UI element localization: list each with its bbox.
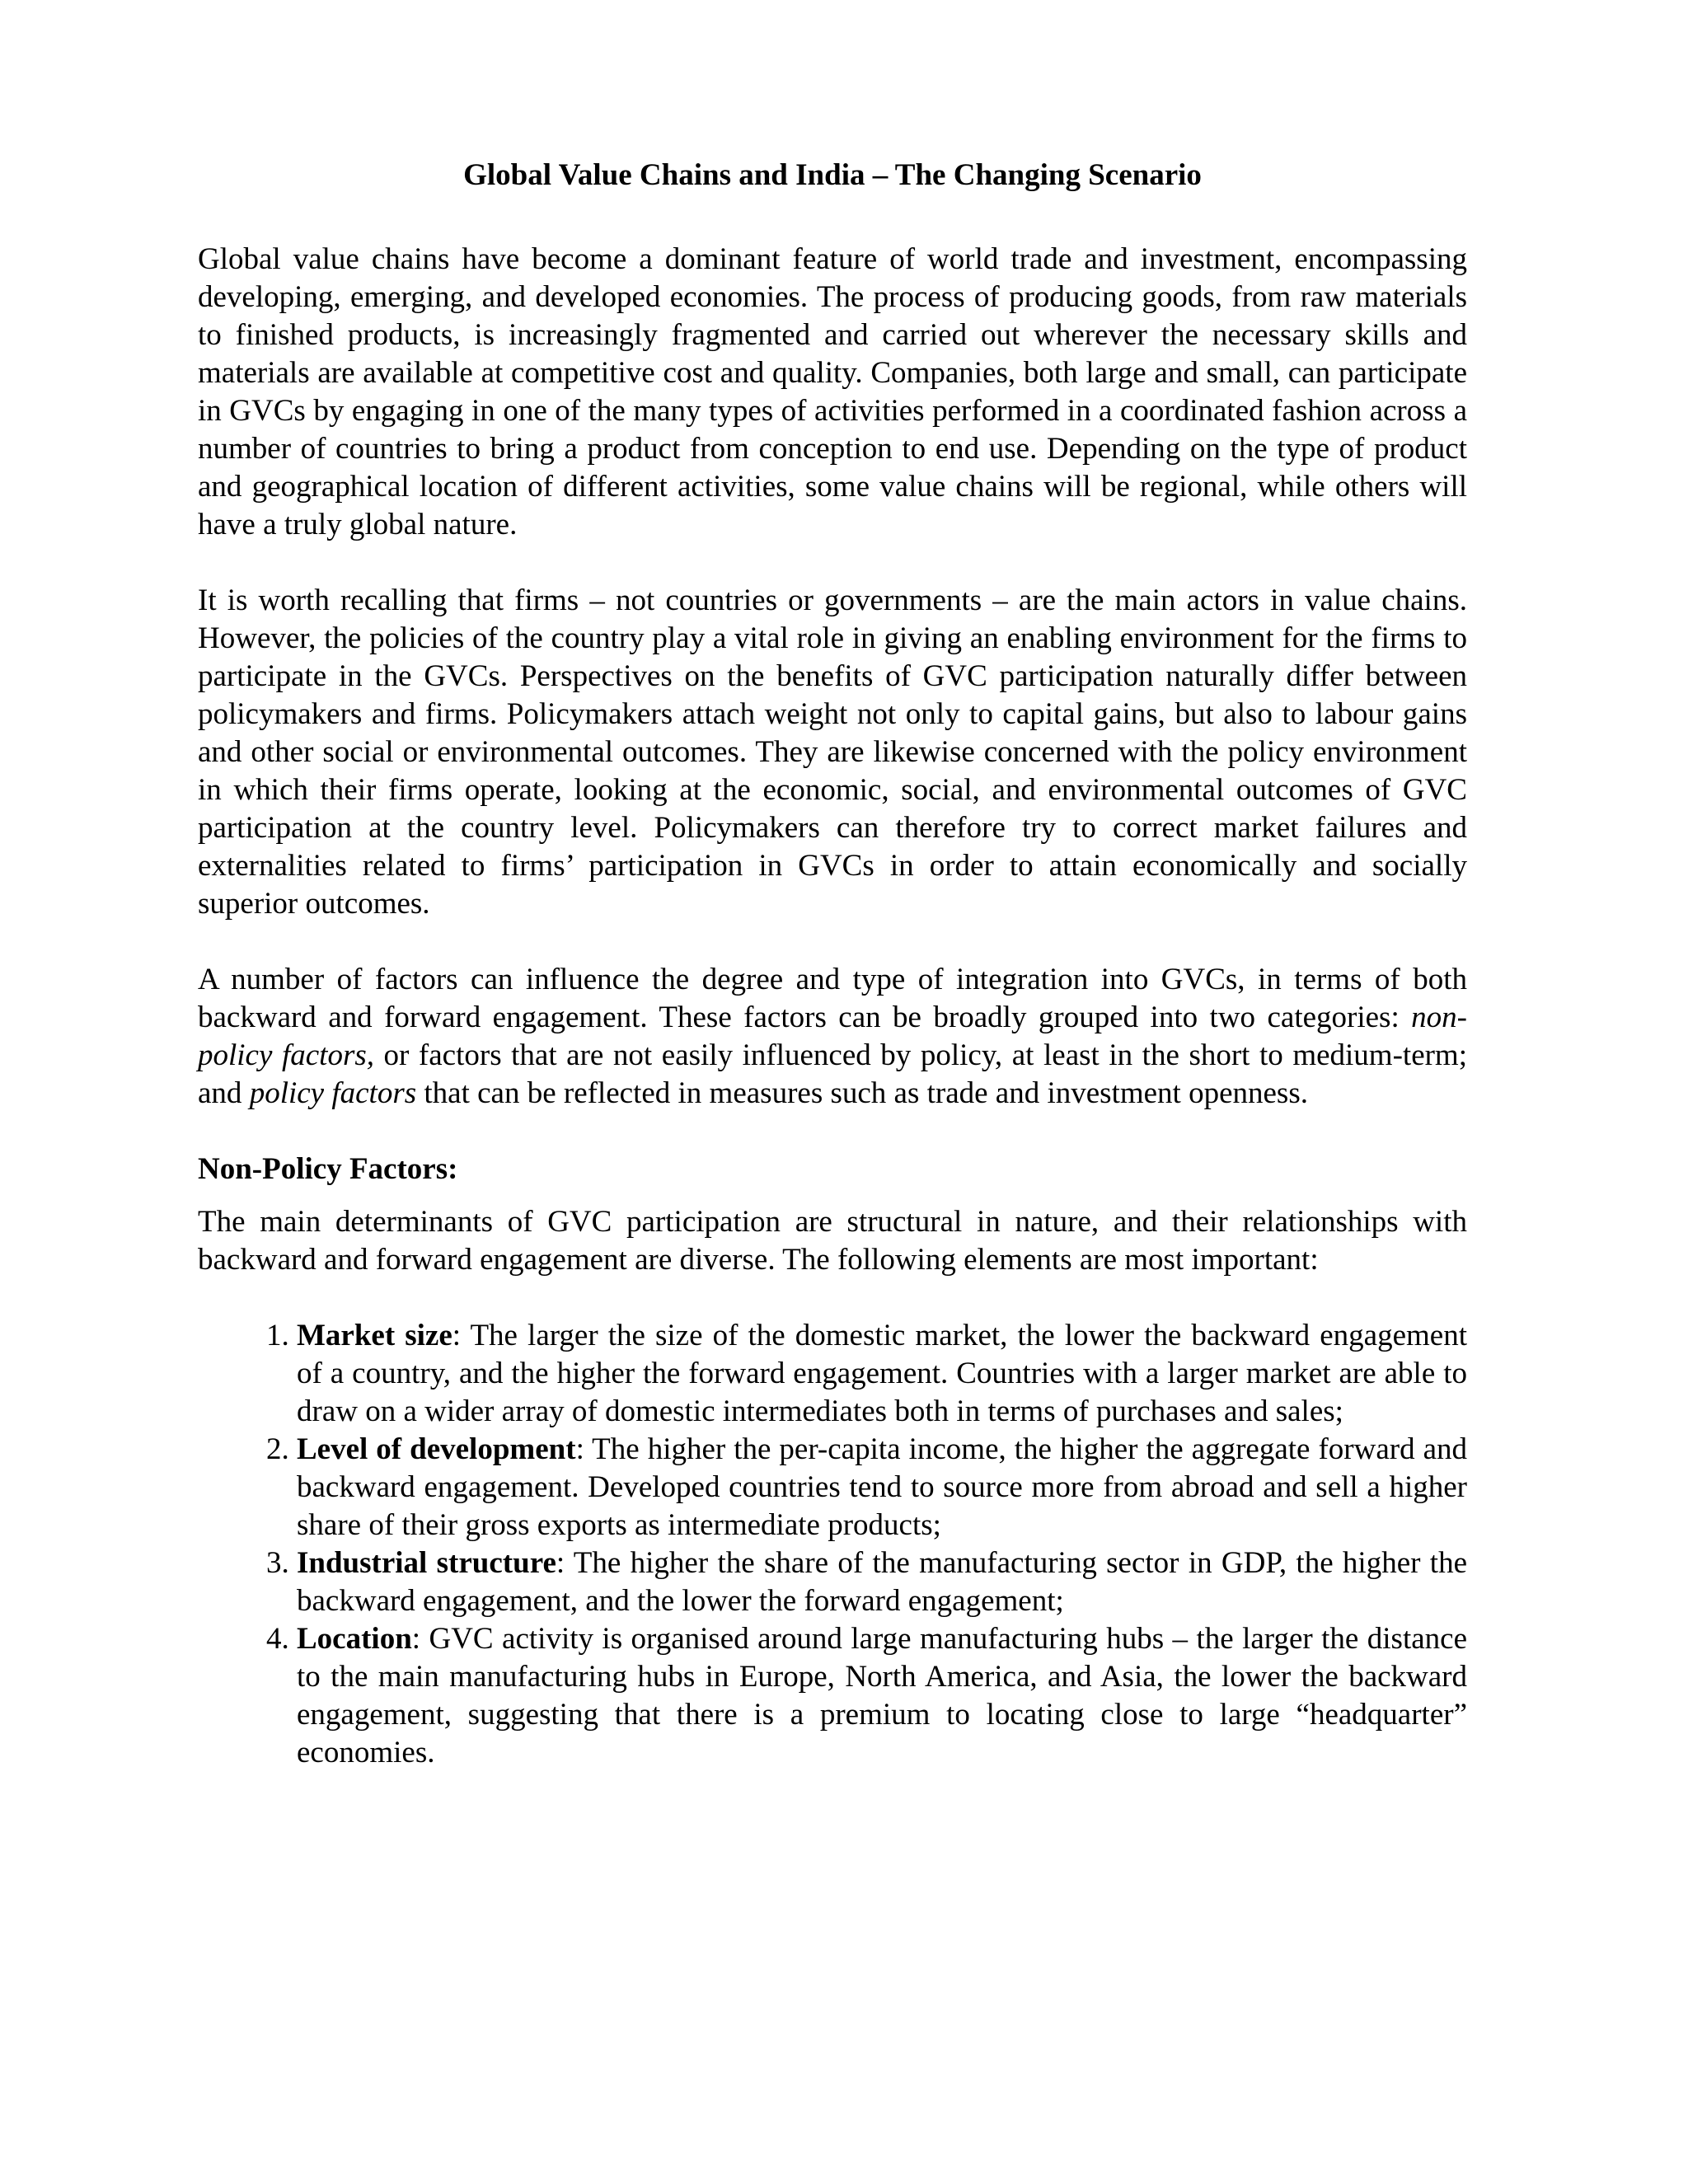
list-item-industrial-structure (297, 1544, 1467, 1620)
paragraph-factors-text-1: A number of factors can influence the degree and type of integration into GVCs, in terms of both backward and forward engagement. These factors can be broadly grouped into two categories: (198, 963, 1467, 1034)
paragraph-intro: Global value chains have become a dominant feature of world trade and investment, encompassing developing, emerging, and developed economies. The process of producing goods, from raw materials to finished products, is increasingly fragmented and carried out wherever the necessary skills and materials are available at competitive cost and quality. Companies, both large and small, can participate in GVCs by engaging in one of the many types of activities performed in a coordinated fashion across a number of countries to bring a product from conception to end use. Depending on the type of product and geographical location of different activities, some value chains will be regional, while others will have a truly global nature. (198, 242, 1467, 541)
list-item-text: : The larger the size of the domestic market, the lower the backward engagement of a country, and the higher the forward engagement. Countries with a larger market are able to draw on a wider array of domestic intermediates both in terms of purchases and sales; (297, 1319, 1467, 1428)
list-item-text: : GVC activity is organised around large manufacturing hubs – the larger the distance to the main manufacturing hubs in Europe, North America, and Asia, the lower the backward engagement, suggesting that there is a premium to locating close to large “headquarter” economies. (297, 1622, 1467, 1769)
policy-factors-term: policy factors (249, 1076, 417, 1110)
list-item-term: Level of development (297, 1432, 576, 1466)
section-intro: The main determinants of GVC participation are structural in nature, and their relationships with backward and forward engagement are diverse. The following elements are most important: (198, 1205, 1467, 1277)
document-title: Global Value Chains and India – The Changing Scenario (463, 158, 1202, 192)
list-item-text: : The higher the per-capita income, the higher the aggregate forward and backward engagement. Developed countries tend to source more from abroad and sell a higher share of their gross exports as intermediate products; (297, 1432, 1468, 1542)
factor-list (198, 1317, 1467, 1772)
paragraph-firms-policies: It is worth recalling that firms – not countries or governments – are the main actors in value chains. However, the policies of the country play a vital role in giving an enabling environment for the firms to participate in the GVCs. Perspectives on the benefits of GVC participation naturally differ between policymakers and firms. Policymakers attach weight not only to capital gains, but also to labour gains and other social or environmental outcomes. They are likewise concerned with the policy environment in which their firms operate, looking at the economic, social, and environmental outcomes of GVC participation at the country level. Policymakers can therefore try to correct market failures and externalities related to firms’ participation in GVCs in order to attain economically and socially superior outcomes. (198, 583, 1467, 921)
non-policy-factors-term: non-policy factors, (198, 1001, 1467, 1072)
list-item-term: Industrial structure (297, 1546, 556, 1580)
paragraph-factors (198, 961, 1467, 1113)
list-item-location (297, 1620, 1467, 1772)
section-heading-non-policy: Non-Policy Factors: (198, 1152, 458, 1186)
list-item-term: Location (297, 1622, 412, 1656)
list-item-text: : The higher the share of the manufacturing sector in GDP, the higher the backward engagement, and the lower the forward engagement; (297, 1546, 1467, 1618)
paragraph-factors-text-2: or factors that are not easily influenced by policy, at least in the short to medium-term; and (198, 1038, 1467, 1110)
paragraph-factors-text-3: that can be reflected in measures such as trade and investment openness. (416, 1076, 1308, 1110)
list-item-market-size (297, 1317, 1467, 1431)
document-page (198, 157, 1467, 1772)
list-item-term: Market size (297, 1319, 452, 1352)
list-item-level-of-development (297, 1431, 1467, 1544)
